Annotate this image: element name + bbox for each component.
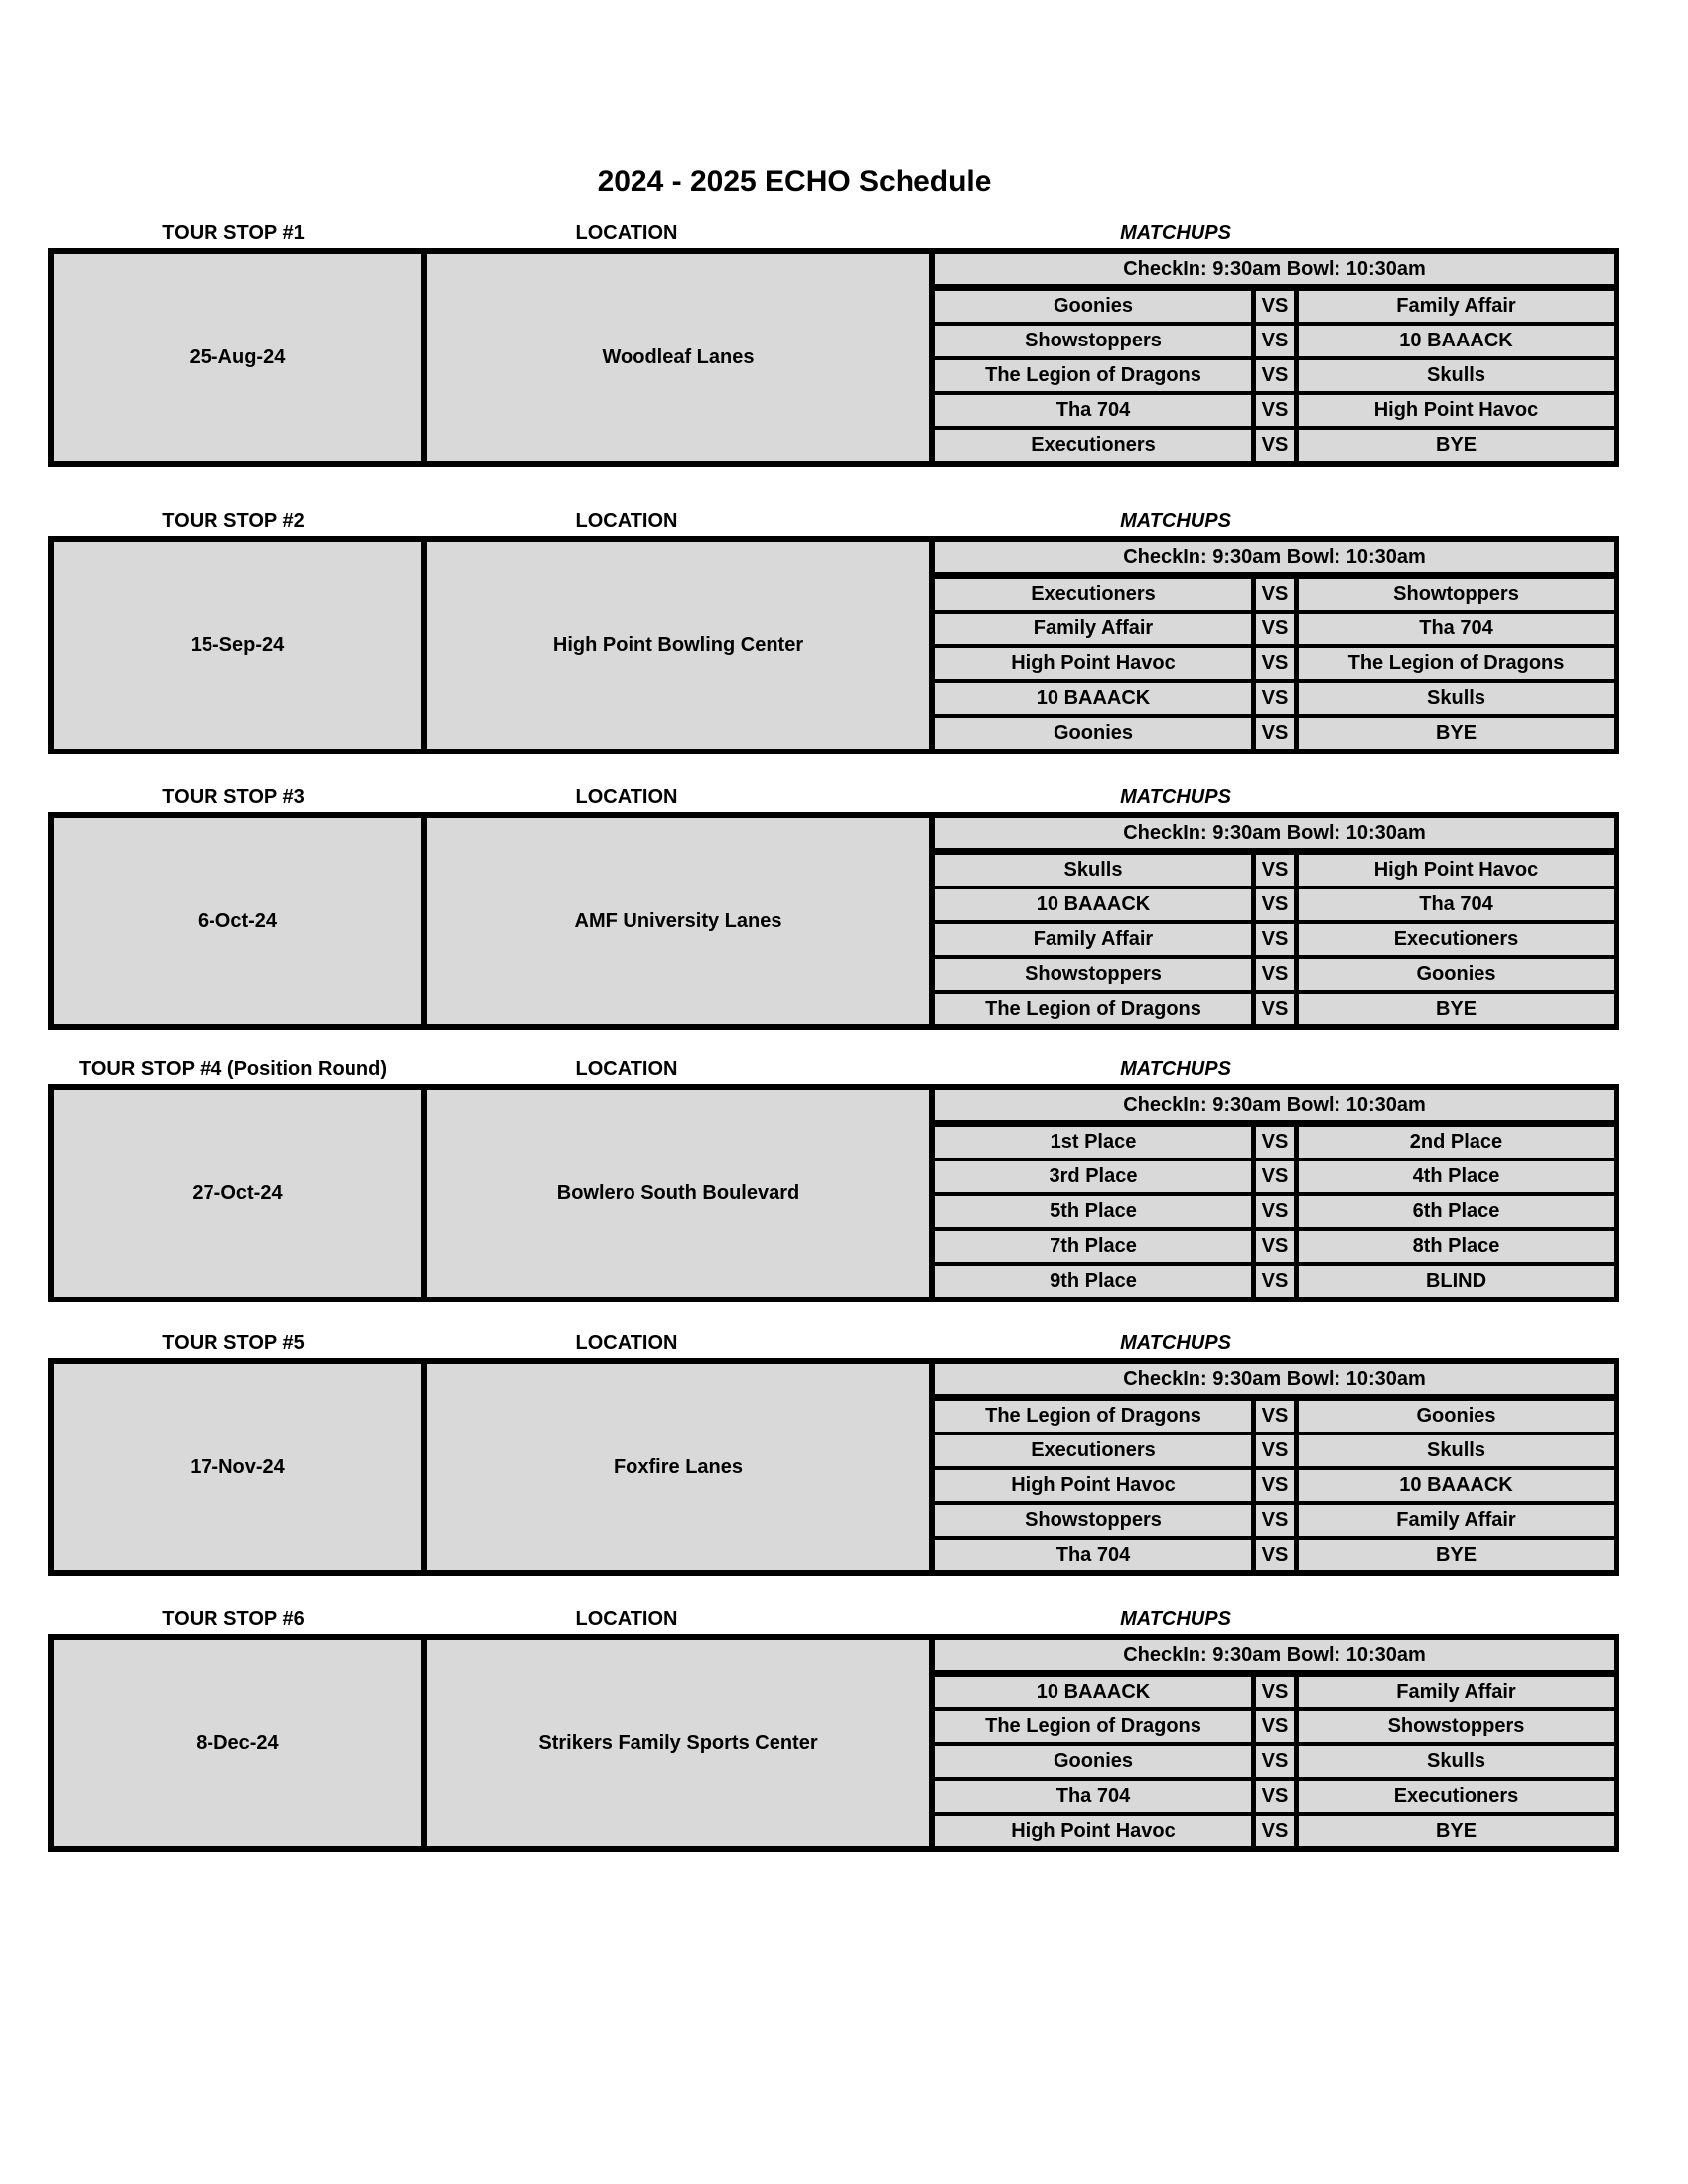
team2-cell: BYE — [1299, 1540, 1614, 1570]
team2-cell: 4th Place — [1299, 1161, 1614, 1192]
matchup-row — [935, 1470, 1614, 1501]
matchup-row — [935, 1505, 1614, 1536]
matchup-row — [935, 614, 1614, 644]
date-cell: 8-Dec-24 — [54, 1640, 421, 1846]
tour-stop-section — [0, 1330, 1688, 1578]
location-cell: Bowlero South Boulevard — [427, 1090, 929, 1297]
team2-cell: Skulls — [1299, 1746, 1614, 1777]
matchup-rows — [935, 855, 1614, 1024]
team2-cell: Family Affair — [1299, 1677, 1614, 1707]
matchup-rows — [935, 579, 1614, 749]
team1-cell: High Point Havoc — [935, 1470, 1251, 1501]
matchups-column — [935, 1364, 1614, 1570]
schedule-table — [48, 1358, 1619, 1576]
team1-cell: High Point Havoc — [935, 648, 1251, 679]
matchups-header-label: MATCHUPS — [1120, 510, 1231, 532]
team2-cell: Showstoppers — [1299, 1711, 1614, 1742]
team1-cell: Tha 704 — [935, 395, 1251, 426]
vs-label: VS — [1256, 994, 1294, 1024]
section-header-row — [0, 1606, 1688, 1632]
schedule-table — [48, 812, 1619, 1030]
vs-label: VS — [1256, 395, 1294, 426]
section-header-row — [0, 508, 1688, 534]
team1-cell: Showstoppers — [935, 1505, 1251, 1536]
vs-label: VS — [1256, 1816, 1294, 1846]
matchups-column — [935, 1090, 1614, 1297]
section-header-row — [0, 1330, 1688, 1356]
matchup-row — [935, 579, 1614, 610]
team1-cell: The Legion of Dragons — [935, 994, 1251, 1024]
date-cell: 17-Nov-24 — [54, 1364, 421, 1570]
team1-cell: 9th Place — [935, 1266, 1251, 1297]
location-cell: High Point Bowling Center — [427, 542, 929, 749]
team1-cell: 7th Place — [935, 1231, 1251, 1262]
vs-label: VS — [1256, 1196, 1294, 1227]
vs-label: VS — [1256, 1505, 1294, 1536]
team1-cell: 3rd Place — [935, 1161, 1251, 1192]
vs-label: VS — [1256, 1746, 1294, 1777]
team1-cell: Tha 704 — [935, 1781, 1251, 1812]
matchup-rows — [935, 1401, 1614, 1570]
checkin-row: CheckIn: 9:30am Bowl: 10:30am — [935, 1364, 1614, 1394]
matchups-header-label: MATCHUPS — [1120, 222, 1231, 244]
date-cell: 25-Aug-24 — [54, 254, 421, 461]
team1-cell: Executioners — [935, 430, 1251, 461]
matchup-row — [935, 1540, 1614, 1570]
vs-label: VS — [1256, 430, 1294, 461]
vs-label: VS — [1256, 360, 1294, 391]
team1-cell: Goonies — [935, 291, 1251, 322]
matchup-row — [935, 1435, 1614, 1466]
matchup-row — [935, 889, 1614, 920]
tour-stop-section — [0, 784, 1688, 1032]
matchup-row — [935, 1677, 1614, 1707]
location-header-label: LOCATION — [575, 1058, 678, 1080]
tour-stop-label: TOUR STOP #1 — [162, 222, 305, 244]
team2-cell: Goonies — [1299, 959, 1614, 990]
vs-label: VS — [1256, 889, 1294, 920]
team2-cell: Skulls — [1299, 683, 1614, 714]
matchup-row — [935, 1781, 1614, 1812]
matchups-column — [935, 818, 1614, 1024]
location-header-label: LOCATION — [575, 786, 678, 808]
schedule-table — [48, 1634, 1619, 1852]
vs-label: VS — [1256, 1540, 1294, 1570]
matchup-row — [935, 395, 1614, 426]
vs-label: VS — [1256, 1435, 1294, 1466]
checkin-row: CheckIn: 9:30am Bowl: 10:30am — [935, 1640, 1614, 1670]
team2-cell: Family Affair — [1299, 291, 1614, 322]
vs-label: VS — [1256, 1781, 1294, 1812]
team1-cell: Family Affair — [935, 614, 1251, 644]
matchup-rows — [935, 291, 1614, 461]
matchup-row — [935, 718, 1614, 749]
matchup-row — [935, 683, 1614, 714]
tour-stop-section — [0, 1606, 1688, 1854]
schedule-table — [48, 1084, 1619, 1302]
team2-cell: BYE — [1299, 1816, 1614, 1846]
team1-cell: High Point Havoc — [935, 1816, 1251, 1846]
team1-cell: 10 BAAACK — [935, 683, 1251, 714]
vs-label: VS — [1256, 291, 1294, 322]
location-header-label: LOCATION — [575, 1332, 678, 1354]
section-header-row — [0, 1056, 1688, 1082]
tour-stop-label: TOUR STOP #4 (Position Round) — [78, 1058, 388, 1080]
matchups-header-label: MATCHUPS — [1120, 786, 1231, 808]
location-cell: Foxfire Lanes — [427, 1364, 929, 1570]
matchup-row — [935, 1266, 1614, 1297]
matchup-row — [935, 291, 1614, 322]
location-header-label: LOCATION — [575, 510, 678, 532]
team2-cell: 10 BAAACK — [1299, 1470, 1614, 1501]
matchup-row — [935, 1746, 1614, 1777]
vs-label: VS — [1256, 1127, 1294, 1158]
vs-label: VS — [1256, 718, 1294, 749]
matchup-rows — [935, 1127, 1614, 1297]
vs-label: VS — [1256, 1161, 1294, 1192]
vs-label: VS — [1256, 1677, 1294, 1707]
matchups-column — [935, 1640, 1614, 1846]
team2-cell: Executioners — [1299, 924, 1614, 955]
matchup-row — [935, 326, 1614, 356]
matchup-rows — [935, 1677, 1614, 1846]
team2-cell: Showtoppers — [1299, 579, 1614, 610]
matchups-column — [935, 542, 1614, 749]
team2-cell: BLIND — [1299, 1266, 1614, 1297]
vs-label: VS — [1256, 924, 1294, 955]
vs-label: VS — [1256, 648, 1294, 679]
vs-label: VS — [1256, 683, 1294, 714]
section-header-row — [0, 220, 1688, 246]
team2-cell: BYE — [1299, 718, 1614, 749]
team1-cell: 5th Place — [935, 1196, 1251, 1227]
matchup-row — [935, 1196, 1614, 1227]
vs-label: VS — [1256, 614, 1294, 644]
team1-cell: Skulls — [935, 855, 1251, 886]
team1-cell: Showstoppers — [935, 959, 1251, 990]
checkin-row: CheckIn: 9:30am Bowl: 10:30am — [935, 542, 1614, 572]
vs-label: VS — [1256, 855, 1294, 886]
matchups-column — [935, 254, 1614, 461]
tour-stop-label: TOUR STOP #5 — [162, 1332, 305, 1354]
matchups-header-label: MATCHUPS — [1120, 1608, 1231, 1630]
team1-cell: The Legion of Dragons — [935, 360, 1251, 391]
matchup-row — [935, 1711, 1614, 1742]
team1-cell: Tha 704 — [935, 1540, 1251, 1570]
tour-stop-section — [0, 508, 1688, 756]
matchup-row — [935, 360, 1614, 391]
date-cell: 15-Sep-24 — [54, 542, 421, 749]
team1-cell: The Legion of Dragons — [935, 1401, 1251, 1432]
date-cell: 27-Oct-24 — [54, 1090, 421, 1297]
team1-cell: 10 BAAACK — [935, 1677, 1251, 1707]
team1-cell: Goonies — [935, 718, 1251, 749]
matchup-row — [935, 1127, 1614, 1158]
tour-stop-section — [0, 220, 1688, 469]
vs-label: VS — [1256, 959, 1294, 990]
location-cell: AMF University Lanes — [427, 818, 929, 1024]
team2-cell: Goonies — [1299, 1401, 1614, 1432]
vs-label: VS — [1256, 1266, 1294, 1297]
tour-stop-label: TOUR STOP #6 — [162, 1608, 305, 1630]
matchup-row — [935, 648, 1614, 679]
team2-cell: 8th Place — [1299, 1231, 1614, 1262]
matchup-row — [935, 855, 1614, 886]
team1-cell: Family Affair — [935, 924, 1251, 955]
team2-cell: The Legion of Dragons — [1299, 648, 1614, 679]
team1-cell: 10 BAAACK — [935, 889, 1251, 920]
tour-stop-section — [0, 1056, 1688, 1304]
team2-cell: BYE — [1299, 430, 1614, 461]
checkin-row: CheckIn: 9:30am Bowl: 10:30am — [935, 254, 1614, 284]
team1-cell: Showstoppers — [935, 326, 1251, 356]
matchup-row — [935, 959, 1614, 990]
schedule-table — [48, 536, 1619, 754]
schedule-table — [48, 248, 1619, 467]
matchup-row — [935, 1816, 1614, 1846]
vs-label: VS — [1256, 1711, 1294, 1742]
checkin-row: CheckIn: 9:30am Bowl: 10:30am — [935, 818, 1614, 848]
vs-label: VS — [1256, 1470, 1294, 1501]
matchup-row — [935, 924, 1614, 955]
team2-cell: Family Affair — [1299, 1505, 1614, 1536]
team2-cell: 6th Place — [1299, 1196, 1614, 1227]
matchups-header-label: MATCHUPS — [1120, 1332, 1231, 1354]
matchup-row — [935, 430, 1614, 461]
section-header-row — [0, 784, 1688, 810]
team1-cell: Executioners — [935, 1435, 1251, 1466]
page-title: 2024 - 2025 ECHO Schedule — [597, 165, 992, 198]
team2-cell: BYE — [1299, 994, 1614, 1024]
team2-cell: High Point Havoc — [1299, 855, 1614, 886]
location-header-label: LOCATION — [575, 222, 678, 244]
matchups-header-label: MATCHUPS — [1120, 1058, 1231, 1080]
team1-cell: Executioners — [935, 579, 1251, 610]
date-cell: 6-Oct-24 — [54, 818, 421, 1024]
tour-stop-label: TOUR STOP #2 — [162, 510, 305, 532]
team1-cell: Goonies — [935, 1746, 1251, 1777]
checkin-row: CheckIn: 9:30am Bowl: 10:30am — [935, 1090, 1614, 1120]
team2-cell: Tha 704 — [1299, 614, 1614, 644]
vs-label: VS — [1256, 1401, 1294, 1432]
matchup-row — [935, 1231, 1614, 1262]
team2-cell: High Point Havoc — [1299, 395, 1614, 426]
team1-cell: 1st Place — [935, 1127, 1251, 1158]
location-cell: Strikers Family Sports Center — [427, 1640, 929, 1846]
matchup-row — [935, 994, 1614, 1024]
team2-cell: 2nd Place — [1299, 1127, 1614, 1158]
tour-stop-label: TOUR STOP #3 — [162, 786, 305, 808]
team2-cell: 10 BAAACK — [1299, 326, 1614, 356]
location-header-label: LOCATION — [575, 1608, 678, 1630]
vs-label: VS — [1256, 326, 1294, 356]
team1-cell: The Legion of Dragons — [935, 1711, 1251, 1742]
vs-label: VS — [1256, 1231, 1294, 1262]
team2-cell: Skulls — [1299, 1435, 1614, 1466]
location-cell: Woodleaf Lanes — [427, 254, 929, 461]
matchup-row — [935, 1161, 1614, 1192]
vs-label: VS — [1256, 579, 1294, 610]
team2-cell: Tha 704 — [1299, 889, 1614, 920]
team2-cell: Executioners — [1299, 1781, 1614, 1812]
team2-cell: Skulls — [1299, 360, 1614, 391]
matchup-row — [935, 1401, 1614, 1432]
